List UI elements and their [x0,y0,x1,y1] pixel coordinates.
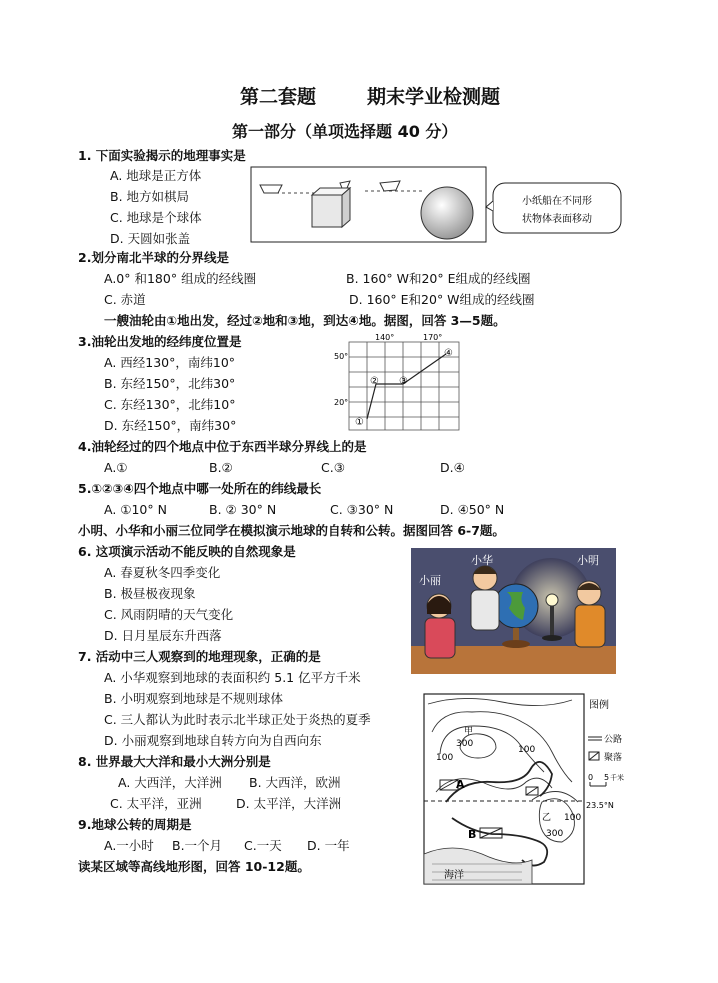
q3-option-d: D. 东经150°，南纬30° [104,418,237,433]
lat-lon-grid-map [333,332,465,432]
q3-stem: 3.油轮出发地的经纬度位置是 [78,334,242,349]
scale-0: 0 [588,773,594,782]
q8-option-d: D. 太平洋，大洋洲 [236,796,342,811]
contour-label-100c: 100 [564,813,582,823]
lat-label-50: 50° [334,352,349,361]
q2-option-d: D. 160° E和20° W组成的经线圈 [349,292,535,307]
q9-option-b: B.一个月 [172,838,223,853]
bubble-line-1: 小纸船在不同形 [522,196,592,207]
label-a: A [456,778,465,791]
q1-option-b: B. 地方如棋局 [110,189,190,204]
q4-stem: 4.油轮经过的四个地点中位于东西半球分界线上的是 [78,439,367,454]
q1-option-c: C. 地球是个球体 [110,210,202,225]
contour-label-300b: 300 [546,829,564,839]
q6-option-d: D. 日月星辰东升西落 [104,628,222,643]
child-xiaoli-figure [425,594,455,658]
q5-option-c: C. ③30° N [330,502,394,517]
q6-stem: 6. 这项演示活动不能反映的自然现象是 [78,544,296,559]
paper-boat-icon [260,185,282,193]
lat-label-20: 20° [334,398,349,407]
intro-3-5: 一艘油轮由①地出发，经过②地和③地，到达④地。据图，回答 3—5题。 [104,313,506,328]
legend-village: 聚落 [604,753,623,763]
child-xiaohua-figure [471,566,499,630]
q1-option-a: A. 地球是正方体 [110,168,202,183]
legend-road: 公路 [604,735,623,745]
q5-stem: 5.①②③④四个地点中哪一处所在的纬线最长 [78,481,322,496]
q5-option-a: A. ①10° N [104,502,167,517]
scale-bar [590,782,606,786]
point-4: ④ [444,348,453,359]
intro-6-7: 小明、小华和小丽三位同学在模拟演示地球的自转和公转。据图回答 6-7题。 [78,523,505,538]
point-1: ① [355,417,364,428]
q5-option-d: D. ④50° N [440,502,505,517]
paper-boat-icon [380,181,400,191]
village-legend-icon [589,752,599,760]
point-3: ③ [399,376,408,387]
lon-label-170: 170° [423,333,443,342]
q6-option-c: C. 风雨阴晴的天气变化 [104,607,234,622]
cube-icon [312,181,350,227]
section-title: 第一部分（单项选择题 40 分） [232,122,458,141]
exam-set-title: 第二套题 [240,86,317,108]
q3-option-c: C. 东经130°，北纬10° [104,397,236,412]
q1-stem: 1. 下面实验揭示的地理事实是 [78,148,246,163]
q9-option-a: A.一小时 [104,838,154,853]
q5-option-b: B. ② 30° N [209,502,277,517]
q9-option-c: C.一天 [244,838,282,853]
q2-stem: 2.划分南北半球的分界线是 [78,250,229,265]
q6-option-a: A. 春夏秋冬四季变化 [104,565,221,580]
label-xiaoli: 小丽 [419,574,441,587]
q3-option-a: A. 西经130°，南纬10° [104,355,236,370]
boat-experiment-figure [250,163,625,245]
q2-option-b: B. 160° W和20° E组成的经线圈 [346,271,531,286]
q2-option-a: A.0° 和180° 组成的经线圈 [104,271,257,286]
contour-label-300: 300 [456,739,474,749]
q7-stem: 7. 活动中三人观察到的地理现象，正确的是 [78,649,321,664]
q7-option-b: B. 小明观察到地球是不规则球体 [104,691,284,706]
q1-option-d: D. 天圆如张盖 [110,231,191,246]
q8-option-b: B. 大西洋，欧洲 [249,775,341,790]
q9-stem: 9.地球公转的周期是 [78,817,192,832]
q9-option-d: D. 一年 [307,838,350,853]
q4-option-d: D.④ [440,460,465,475]
label-jia: 甲 [464,727,474,737]
scale-5: 5 [604,773,610,782]
exam-title: 期末学业检测题 [367,86,501,108]
tropic-label: 23.5°N [586,801,614,810]
intro-10-12: 读某区域等高线地形图，回答 10-12题。 [78,859,310,874]
child-xiaoming-figure [575,581,605,647]
q4-option-c: C.③ [321,460,345,475]
q2-option-c: C. 赤道 [104,292,146,307]
q8-option-c: C. 太平洋，亚洲 [110,796,202,811]
earth-demo-illustration [411,548,616,674]
label-xiaoming: 小明 [577,554,599,567]
contour-map [422,692,622,888]
scale-unit: 千米 [610,774,624,782]
contour-label-100: 100 [436,753,454,763]
q6-option-b: B. 极昼极夜现象 [104,586,196,601]
road-legend-icon [588,737,602,740]
q8-option-a: A. 大西洋，大洋洲 [118,775,222,790]
label-yi: 乙 [542,813,552,823]
q7-option-a: A. 小华观察到地球的表面积约 5.1 亿平方千米 [104,670,361,685]
q4-option-a: A.① [104,460,128,475]
label-xiaohua: 小华 [471,554,493,567]
q7-option-d: D. 小丽观察到地球自转方向为自西向东 [104,733,322,748]
lon-label-140: 140° [375,333,395,342]
sphere-icon [421,187,473,239]
q7-option-c: C. 三人都认为此时表示北半球正处于炎热的夏季 [104,712,371,727]
point-2: ② [370,376,379,387]
contour-label-100b: 100 [518,745,536,755]
q3-option-b: B. 东经150°，北纬30° [104,376,236,391]
legend-title: 图例 [589,700,609,711]
q4-option-b: B.② [209,460,233,475]
label-b: B [468,828,477,841]
bubble-line-2: 状物体表面移动 [522,214,592,225]
label-sea: 海洋 [444,870,464,881]
q8-stem: 8. 世界最大大洋和最小大洲分别是 [78,754,271,769]
